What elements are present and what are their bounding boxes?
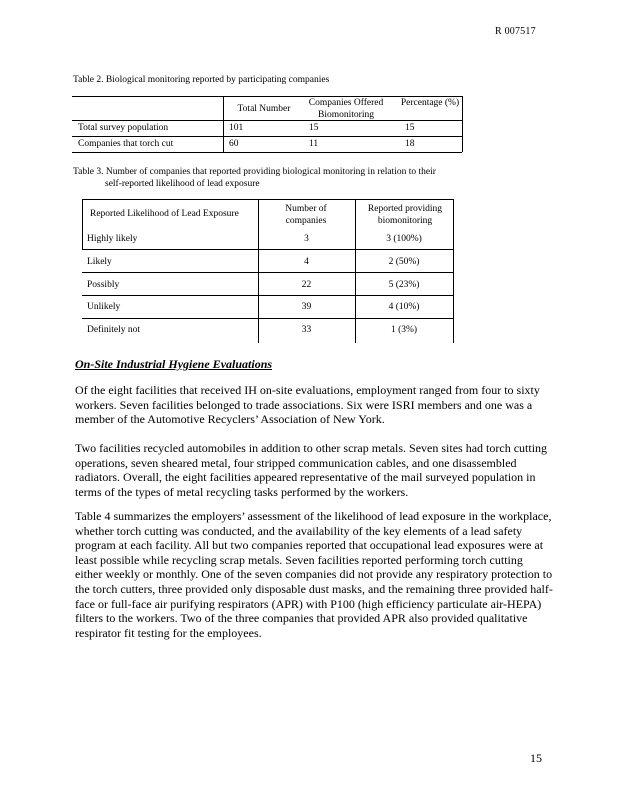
table3-top-border: [82, 199, 453, 200]
table3-header-number: Number of companies: [285, 204, 327, 226]
table3-row-border: [82, 249, 453, 250]
table3-row5-label: Definitely not: [87, 325, 141, 335]
table2-row2-percentage: 18: [405, 139, 415, 149]
table3-header-biomonitoring: Reported providing biomonitoring: [367, 204, 443, 226]
paragraph-1: Of the eight facilities that received IH on-site evaluations, employment ranged from four to sixty workers. Seven facilities belonged to trade associations. Six were ISRI members and one was a member of the Automotive Recyclers’ Association of New York.: [75, 383, 540, 427]
paragraph-2: Two facilities recycled automobiles in addition to other scrap metals. Seven sites had torch cutting operations, seven sheared metal, four stripped communication cables, and one disassembled radiators. Overall, the eight facilities appeared representative of the mail surveyed population in terms of the types of metal recycling tasks performed by the workers.: [75, 441, 548, 499]
table3-row5-number: 33: [301, 325, 312, 335]
table3-row1-label: Highly likely: [87, 234, 138, 244]
table3-caption: [73, 166, 436, 190]
table2-row1-percentage: 15: [405, 123, 415, 133]
table3-row2-biomonitoring: 2 (50%): [388, 257, 420, 267]
table3-row-border: [82, 318, 453, 319]
table3-row3-label: Possibly: [87, 280, 120, 290]
table3-row4-label: Unlikely: [87, 302, 121, 312]
page-number: 15: [530, 751, 542, 765]
table2-row2-offered: 11: [309, 139, 319, 149]
table2-header-percentage: Percentage (%): [400, 98, 460, 108]
table3-caption-line1: Table 3. Number of companies that reported providing biological monitoring in relation to their: [73, 167, 436, 177]
table3-row4-biomonitoring: 4 (10%): [388, 302, 420, 312]
table2-row1-offered: 15: [309, 123, 319, 133]
table3-left-border: [82, 199, 83, 249]
table3-column-divider-2: [355, 199, 356, 343]
table2-caption: Table 2. Biological monitoring reported by participating companies: [73, 75, 330, 85]
table3-caption-line2: self-reported likelihood of lead exposure: [105, 179, 260, 189]
table3-row4-number: 39: [301, 302, 312, 312]
table2-bottom-border: [72, 152, 462, 153]
table3-row3-biomonitoring: 5 (23%): [388, 280, 420, 290]
table3-header-likelihood: Reported Likelihood of Lead Exposure: [90, 209, 239, 219]
table2-row2-total: 60: [229, 139, 239, 149]
table2-row-border: [72, 136, 462, 137]
table3-row-border: [82, 272, 453, 273]
table2-row1-total: 101: [229, 123, 244, 133]
table3-row1-number: 3: [304, 234, 309, 244]
table2-header-total: Total Number: [237, 104, 291, 114]
section-heading: On-Site Industrial Hygiene Evaluations: [75, 357, 273, 371]
table3-row-border: [82, 295, 453, 296]
table2-header-offered: Companies Offered Biomonitoring: [308, 98, 384, 120]
table3-right-border: [453, 199, 454, 343]
table3-row2-label: Likely: [87, 257, 112, 267]
table2-row2-label: Companies that torch cut: [78, 139, 174, 149]
table3-row5-biomonitoring: 1 (3%): [390, 325, 418, 335]
paragraph-3: Table 4 summarizes the employers’ assessment of the likelihood of lead exposure in the workplace, whether torch cutting was conducted, and the availability of the key elements of a lead safety program at each facility. All but two companies reported that occupational lead exposures were at least possible while recycling scrap metals. Seven facilities reported performing torch cutting either weekly or monthly. One of the seven companies did not provide any respiratory protection to the torch cutters, three provided only disposable dust masks, and the remaining three provided half-face or full-face air purifying respirators (APR) with P100 (high efficiency particulate air-HEPA) filters to the workers. Two of the three companies that provided APR also provided qualitative respirator fit testing for the employees.: [75, 509, 553, 640]
table3-row3-number: 22: [301, 280, 312, 290]
table3-row2-number: 4: [304, 257, 309, 267]
document-id: R 007517: [495, 26, 536, 37]
table2-row1-label: Total survey population: [78, 123, 169, 133]
table3-row1-biomonitoring: 3 (100%): [386, 234, 422, 244]
table2-header-border: [72, 120, 462, 121]
table3-column-divider-1: [258, 199, 259, 343]
